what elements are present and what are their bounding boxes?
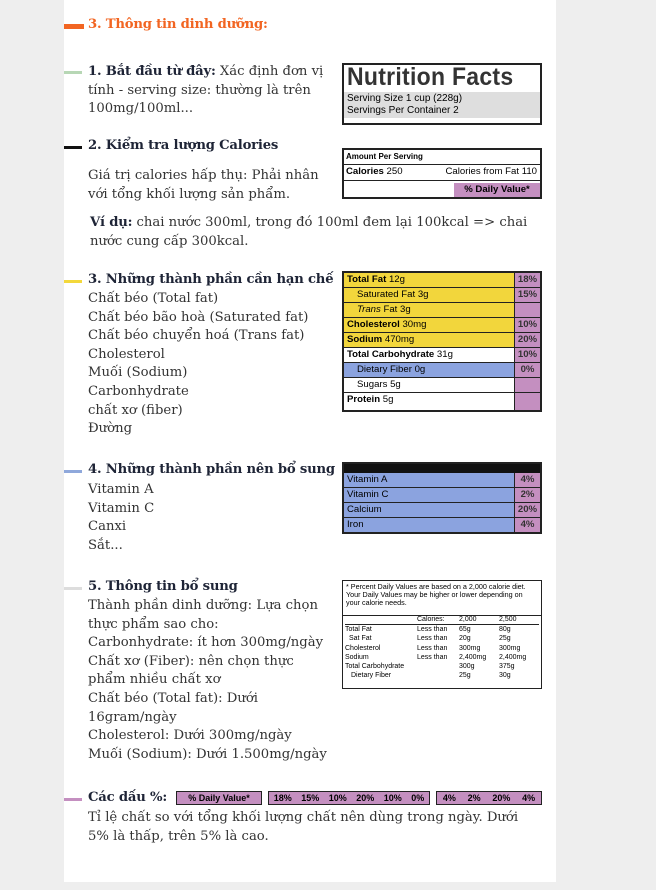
vitamin-row: Iron 4%	[344, 518, 540, 532]
step4-marker	[64, 470, 82, 473]
calories-line: Calories 250	[346, 166, 403, 177]
step6-marker	[64, 798, 82, 801]
step5-marker	[64, 587, 82, 590]
strip-dv-header: % Daily Value*	[176, 791, 262, 805]
calories-panel	[342, 148, 542, 199]
amount-per-serving: Amount Per Serving	[346, 152, 423, 161]
step4-list: Vitamin A Vitamin C Canxi Sắt...	[88, 482, 155, 553]
step3-list: Chất béo (Total fat) Chất béo bão hoà (Saturated fat) Chất béo chuyển hoá (Trans fat) Cholesterol Muối (Sodium) Carbonhydrate chất xơ (fiber) Đường	[88, 291, 309, 437]
servings-per-container: Servings Per Container 2	[347, 105, 459, 116]
nutrients-table	[342, 271, 542, 412]
nutrition-facts-header	[342, 63, 542, 125]
step2-title: 2. Kiểm tra lượng Calories	[88, 138, 279, 153]
strip-group2: 4% 2% 20% 4%	[436, 791, 542, 805]
calories-from-fat: Calories from Fat 110	[445, 166, 537, 177]
nutrient-row: Protein 5g	[344, 393, 540, 410]
step3-title: 3. Những thành phần cần hạn chế	[88, 272, 334, 287]
content-panel	[64, 0, 556, 882]
daily-values-table: Calories: 2,000 2,500 Total Fat Less than 65g 80g Sat Fat Less than 20g 25g Cholesterol Less than 300mg 300mg Sodium Less than 2,400mg 2,400mg Total Carbohydrate 300g 375g Dietary Fiber 25g 30g	[345, 615, 539, 680]
vitamin-row: Vitamin A 4%	[344, 473, 540, 488]
section-marker	[64, 24, 84, 29]
vitamins-table	[342, 462, 542, 534]
step1-title: 1. Bắt đầu từ đây:	[88, 64, 216, 79]
percent-strip	[176, 791, 544, 805]
vitamin-row: Calcium 20%	[344, 503, 540, 518]
vitamin-row: Vitamin C 2%	[344, 488, 540, 503]
nutrient-row: Cholesterol 30mg 10%	[344, 318, 540, 333]
step1-marker	[64, 71, 82, 74]
step6-text: Tỉ lệ chất so với tổng khối lượng chất nên dùng trong ngày. Dưới 5% là thấp, trên 5% là cao.	[88, 810, 519, 844]
nutrient-row: Total Carbohydrate 31g 10%	[344, 348, 540, 363]
nutrient-row: Sodium 470mg 20%	[344, 333, 540, 348]
serving-band	[344, 92, 540, 118]
step1-text: 1. Bắt đầu từ đây: Xác định đơn vị tính - serving size: thường là trên 100mg/100ml...	[88, 64, 324, 117]
nutrient-row: Total Fat 12g 18%	[344, 273, 540, 288]
daily-value-header: % Daily Value*	[454, 183, 540, 197]
step2-example: Ví dụ: chai nước 300ml, trong đó 100ml đem lại 100kcal => chai nước cung cấp 300kcal.	[90, 215, 528, 249]
step4-title: 4. Những thành phần nên bổ sung	[88, 462, 335, 477]
nutrient-row: Dietary Fiber 0g 0%	[344, 363, 540, 378]
nutrient-row: Sugars 5g	[344, 378, 540, 393]
nutrient-row: Trans Fat 3g	[344, 303, 540, 318]
step6-title: Các dấu %:	[88, 790, 168, 805]
nutrition-facts-title: Nutrition Facts	[347, 63, 514, 91]
step5-title: 5. Thông tin bổ sung	[88, 579, 238, 594]
step3-marker	[64, 280, 82, 283]
serving-size: Serving Size 1 cup (228g)	[347, 93, 463, 104]
nutrient-row: Saturated Fat 3g 15%	[344, 288, 540, 303]
section-title: 3. Thông tin dinh dưỡng:	[88, 17, 268, 32]
footnote-text: * Percent Daily Values are based on a 2,000 calorie diet. Your Daily Values may be higher or lower depending on your calorie needs.	[346, 582, 526, 608]
step5-list: Thành phần dinh dưỡng: Lựa chọn thực phẩm sao cho: Carbonhydrate: ít hơn 300mg/ngày Chất xơ (Fiber): nên chọn thực phẩm nhiều chất xơ Chất béo (Total fat): Dưới 16gram/ngày Cholesterol: Dưới 300mg/ngày Muối (Sodium): Dưới 1.500mg/ngày	[88, 598, 327, 762]
strip-group1: 18% 15% 10% 20% 10% 0%	[268, 791, 430, 805]
daily-values-footnote	[342, 580, 542, 689]
step2-text: Giá trị calories hấp thụ: Phải nhân với tổng khối lượng sản phẩm.	[88, 168, 319, 202]
vitamins-top-bar	[344, 464, 540, 473]
step2-marker	[64, 146, 82, 149]
